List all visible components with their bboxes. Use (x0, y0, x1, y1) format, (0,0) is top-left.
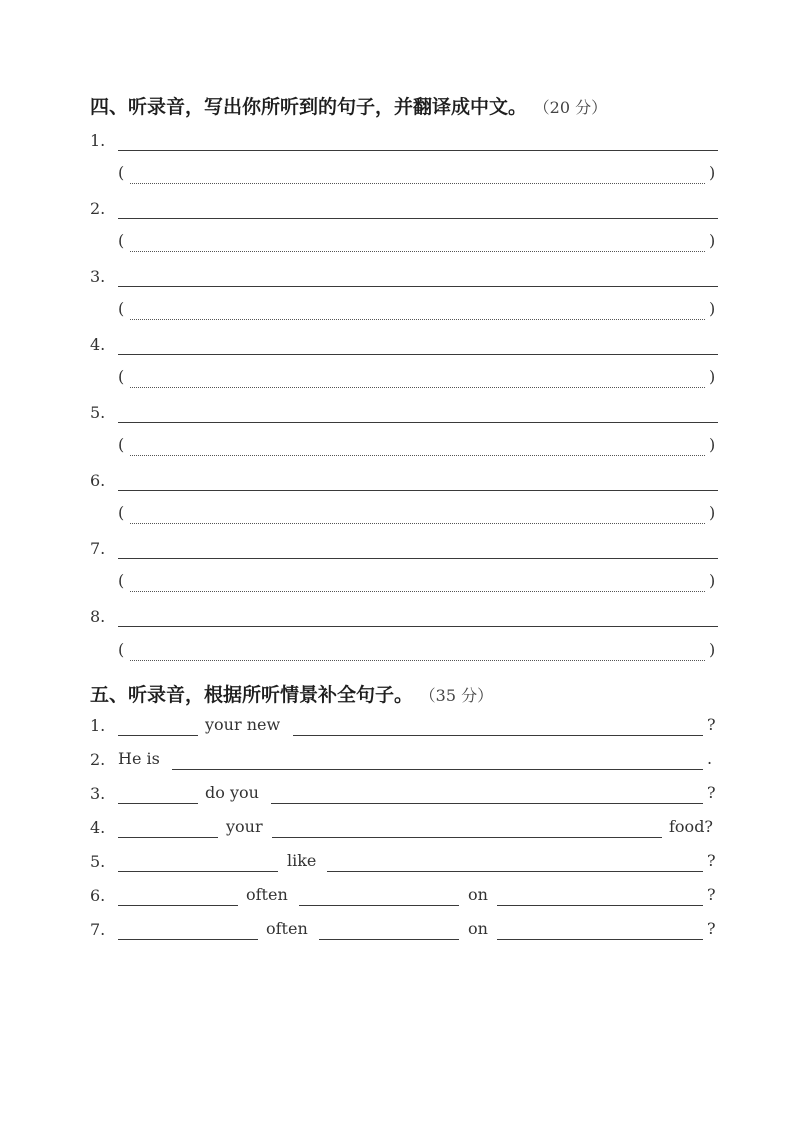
s5-blank[interactable] (118, 939, 258, 940)
s5-word: on (468, 885, 488, 904)
s4-translation-line[interactable] (130, 319, 705, 320)
section5-heading (90, 680, 493, 707)
s5-punct: ? (707, 919, 716, 938)
s4-open-paren: ( (118, 640, 125, 659)
s4-open-paren: ( (118, 367, 125, 386)
s5-item-number: 6. (90, 886, 106, 905)
s4-answer-line[interactable] (118, 150, 718, 151)
s4-close-paren: ) (709, 367, 716, 386)
s5-word: He is (118, 749, 160, 768)
s4-open-paren: ( (118, 571, 125, 590)
s4-close-paren: ) (709, 299, 716, 318)
s4-translation-line[interactable] (130, 523, 705, 524)
s4-item-number: 7. (90, 539, 106, 558)
s5-blank[interactable] (293, 735, 703, 736)
s4-close-paren: ) (709, 163, 716, 182)
section4-points: （20 分） (533, 98, 608, 117)
s5-word: do you (205, 783, 259, 802)
s4-translation-line[interactable] (130, 591, 705, 592)
s5-blank[interactable] (271, 803, 703, 804)
s5-punct: ? (707, 715, 716, 734)
s4-item-number: 4. (90, 335, 106, 354)
s4-translation-line[interactable] (130, 660, 705, 661)
s5-item-number: 7. (90, 920, 106, 939)
s5-blank[interactable] (118, 735, 198, 736)
s5-word: food? (669, 817, 714, 836)
s5-item-number: 2. (90, 750, 106, 769)
s5-punct: ? (707, 851, 716, 870)
s4-item-number: 3. (90, 267, 106, 286)
s4-open-paren: ( (118, 299, 125, 318)
s4-close-paren: ) (709, 571, 716, 590)
s4-open-paren: ( (118, 435, 125, 454)
s5-word: often (266, 919, 308, 938)
s4-answer-line[interactable] (118, 490, 718, 491)
s4-translation-line[interactable] (130, 455, 705, 456)
s4-answer-line[interactable] (118, 286, 718, 287)
s5-blank[interactable] (327, 871, 703, 872)
s4-open-paren: ( (118, 231, 125, 250)
s4-item-number: 5. (90, 403, 106, 422)
s4-item-number: 6. (90, 471, 106, 490)
s4-translation-line[interactable] (130, 387, 705, 388)
s4-item-number: 8. (90, 607, 106, 626)
section5-title: 五、听录音，根据所听情景补全句子。 (90, 684, 414, 706)
s5-blank[interactable] (272, 837, 662, 838)
s5-punct: ? (707, 885, 716, 904)
s4-answer-line[interactable] (118, 626, 718, 627)
s4-open-paren: ( (118, 503, 125, 522)
s5-word: your new (205, 715, 281, 734)
section4-title: 四、听录音，写出你所听到的句子，并翻译成中文。 (90, 96, 528, 118)
s5-item-number: 4. (90, 818, 106, 837)
s5-word: like (287, 851, 317, 870)
s5-word: your (226, 817, 263, 836)
section5-points: （35 分） (419, 686, 494, 705)
s4-item-number: 1. (90, 131, 106, 150)
s4-answer-line[interactable] (118, 218, 718, 219)
s4-close-paren: ) (709, 640, 716, 659)
s5-blank[interactable] (497, 939, 703, 940)
s4-answer-line[interactable] (118, 422, 718, 423)
s4-translation-line[interactable] (130, 251, 705, 252)
s5-item-number: 1. (90, 716, 106, 735)
s5-word: often (246, 885, 288, 904)
s5-item-number: 3. (90, 784, 106, 803)
s5-punct: ? (707, 783, 716, 802)
s5-blank[interactable] (319, 939, 459, 940)
s5-blank[interactable] (497, 905, 703, 906)
s4-item-number: 2. (90, 199, 106, 218)
s5-word: on (468, 919, 488, 938)
section4-heading (90, 92, 607, 119)
s5-blank[interactable] (172, 769, 703, 770)
s5-blank[interactable] (118, 803, 198, 804)
s5-blank[interactable] (118, 871, 278, 872)
s5-punct: . (707, 749, 713, 768)
s4-answer-line[interactable] (118, 354, 718, 355)
s5-blank[interactable] (118, 837, 218, 838)
s5-blank[interactable] (118, 905, 238, 906)
s4-answer-line[interactable] (118, 558, 718, 559)
s5-blank[interactable] (299, 905, 459, 906)
s4-close-paren: ) (709, 503, 716, 522)
s4-translation-line[interactable] (130, 183, 705, 184)
s4-close-paren: ) (709, 231, 716, 250)
s5-item-number: 5. (90, 852, 106, 871)
s4-close-paren: ) (709, 435, 716, 454)
s4-open-paren: ( (118, 163, 125, 182)
